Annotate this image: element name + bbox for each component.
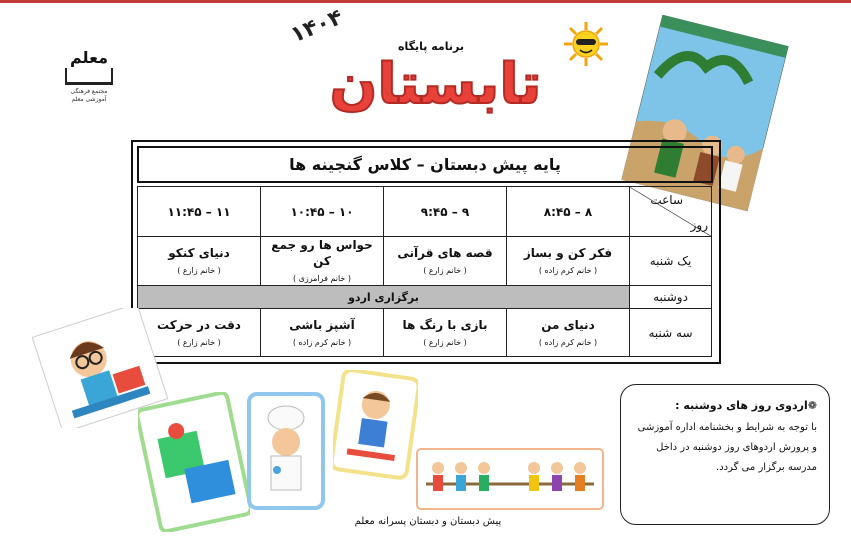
- camp-merged-cell: برگزاری اردو: [138, 286, 630, 309]
- activity-cell: [507, 237, 630, 286]
- activity-cell: [384, 309, 507, 357]
- weekly-schedule-table: [137, 186, 712, 357]
- corner-day-label: روز: [690, 218, 708, 232]
- day-label-tuesday: سه شنبه: [630, 309, 712, 357]
- time-slot-3: ۱۰ – ۱۰:۴۵: [261, 187, 384, 237]
- camp-notice-box: [620, 384, 830, 525]
- chef-boy-image: [247, 392, 325, 510]
- activity-title: دنیای من: [541, 317, 595, 332]
- activity-cell: [138, 237, 261, 286]
- teacher-name: ( خانم کرم زاده ): [538, 266, 598, 275]
- school-footer: پیش دبستان و دبستان پسرانه معلم: [354, 516, 502, 527]
- teacher-name: ( خانم زارع ): [177, 266, 221, 275]
- time-header-row: [138, 187, 712, 237]
- corner-time-label: ساعت: [650, 193, 683, 207]
- corner-header-cell: [630, 187, 712, 237]
- teacher-name: ( خانم زارع ): [177, 337, 221, 347]
- notice-body: با توجه به شرایط و بخشنامه اداره آموزشی و پرورش اردوهای روز دوشنبه در داخل مدرسه برگزار می گردد.: [637, 422, 817, 473]
- day-label-monday: دوشنبه: [630, 286, 712, 309]
- activity-cell: [261, 237, 384, 286]
- activity-title: دنیای کنکو: [168, 246, 230, 260]
- painting-boy-image: [333, 370, 418, 480]
- time-slot-1: ۸ – ۸:۴۵: [507, 187, 630, 237]
- tug-of-war-image: [416, 448, 604, 510]
- notice-title: ❁اردوی روز های دوشنبه :: [675, 399, 817, 412]
- year-label: ۱۴۰۴: [287, 4, 347, 49]
- activity-title: بازی با رنگ ها: [402, 317, 488, 332]
- activity-title: حواس ها رو جمع کن: [271, 238, 373, 268]
- activity-title: دقت در حرکت: [157, 317, 241, 332]
- school-logo: [62, 50, 116, 112]
- monday-row: [138, 286, 712, 309]
- program-subtitle: برنامه پایگاه: [398, 40, 464, 53]
- teacher-name: ( خانم فرامرزی ): [292, 274, 352, 283]
- activity-cell: [507, 309, 630, 357]
- logo-mark: معلم: [69, 48, 108, 67]
- time-slot-2: ۹ – ۹:۴۵: [384, 187, 507, 237]
- teacher-name: ( خانم زارع ): [423, 337, 467, 347]
- activity-title: قصه های قرآنی: [397, 246, 493, 260]
- activity-title: فکر کن و بساز: [523, 246, 613, 260]
- tuesday-row: [138, 309, 712, 357]
- summer-title: تابستان: [329, 52, 542, 117]
- teacher-name: ( خانم کرم زاده ): [538, 337, 598, 347]
- top-accent-line: [0, 0, 851, 3]
- toy-blocks-image: [138, 392, 250, 532]
- day-label-sunday: یک شنبه: [630, 237, 712, 286]
- logo-institute: مجتمع فرهنگی آموزشی معلم: [70, 88, 108, 103]
- teacher-name: ( خانم کرم زاده ): [292, 337, 352, 347]
- time-slot-4: ۱۱ – ۱۱:۴۵: [138, 187, 261, 237]
- books-icon: [65, 68, 113, 85]
- activity-cell: [261, 309, 384, 357]
- sunday-row: [138, 237, 712, 286]
- class-title: پایه پیش دبستان – کلاس گنجینه ها: [137, 146, 713, 183]
- activity-cell: [384, 237, 507, 286]
- activity-title: آشپز باشی: [289, 317, 355, 332]
- teacher-name: ( خانم زارع ): [423, 266, 467, 275]
